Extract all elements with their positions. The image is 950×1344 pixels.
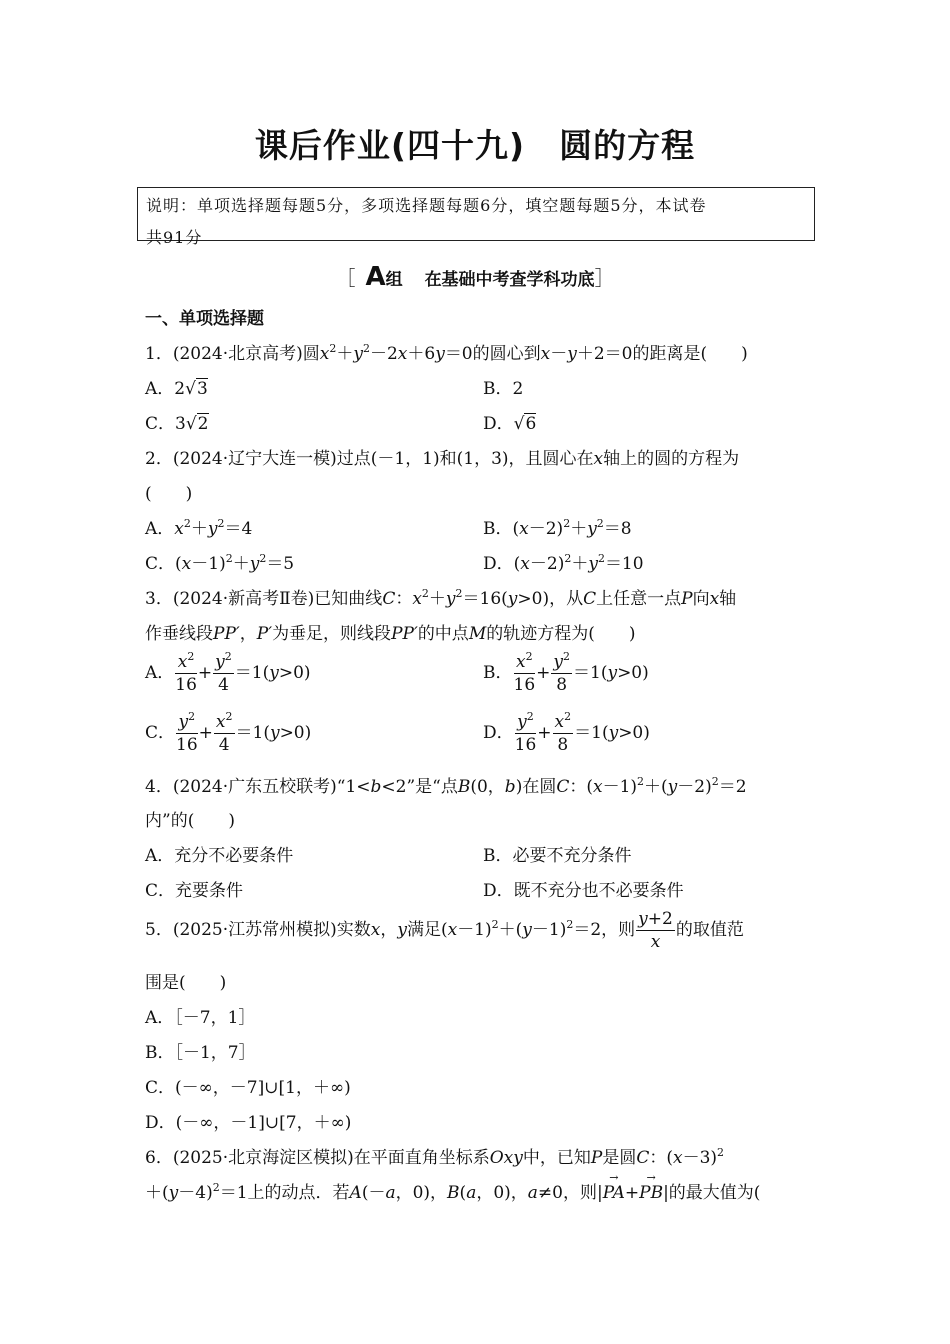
group-bracket-open: ［	[335, 266, 356, 290]
question-6-stem: 6．(2025·北京海淀区模拟)在平面直角坐标系Oxy中，已知P是圆C：$(x-3)^2$	[145, 1146, 725, 1168]
question-2-option-d[interactable]: D．$(x-2)^2+y^2=10$	[483, 552, 644, 574]
question-5-stem: 5．(2025·江苏常州模拟)实数x，y满足$(x-1)^2+(y-1)^2=2$，则 $\frac{y+2}{x}$ 的取值范	[145, 909, 744, 952]
question-4-stem-cont: 内”的( )	[145, 811, 235, 831]
question-6-stem-cont: $+(y-4)^2=1$上的动点．若A(－a，0)，B(a，0)，a≠0，则|→ PA+→ PB|的最大值为(	[145, 1178, 760, 1203]
question-5-option-d[interactable]: D．(－∞，－1]∪[7，＋∞)	[145, 1113, 352, 1133]
section-heading: 一、单项选择题	[145, 309, 264, 329]
question-4-option-a[interactable]: A．充分不必要条件	[145, 846, 294, 866]
question-1-option-c[interactable]: C．3√2	[145, 414, 209, 434]
group-title: 在基础中考查学科功底	[424, 270, 595, 290]
question-5-option-a[interactable]: A．［－7，1］	[145, 1008, 256, 1028]
question-3-stem-cont: 作垂线段PP′，P′为垂足，则线段PP′的中点M的轨迹方程为( )	[145, 624, 636, 644]
instructions-line-2: 共91分	[146, 228, 203, 247]
question-2-option-a[interactable]: A．$x^2+y^2=4$	[145, 517, 253, 539]
question-4-option-b[interactable]: B．必要不充分条件	[483, 846, 632, 866]
group-header	[0, 262, 950, 292]
question-3-option-a[interactable]: A． $\frac{x^2}{16}$ + $\frac{y^2}{4}$ ＝1(y>0)	[145, 650, 311, 695]
question-5-option-c[interactable]: C．(－∞，－7]∪[1，＋∞)	[145, 1078, 351, 1098]
question-1-option-b[interactable]: B．2	[483, 379, 524, 399]
question-1-stem: 1．(2024·北京高考)圆$x^2+y^2-2x+6y=0$的圆心到x－y＋2＝0的距离是( )	[145, 342, 748, 364]
question-1-option-a[interactable]: A．2√3	[145, 379, 208, 399]
question-4-option-c[interactable]: C．充要条件	[145, 881, 244, 901]
question-2-option-c[interactable]: C．$(x-1)^2+y^2=5$	[145, 552, 295, 574]
question-4-stem: 4．(2024·广东五校联考)“1<b<2”是“点B(0，b)在圆C：$(x-1)^2+(y-2)^2=2$	[145, 775, 747, 797]
question-3-option-b[interactable]: B． $\frac{x^2}{16}$ + $\frac{y^2}{8}$ ＝1(y>0)	[483, 650, 649, 695]
question-3-stem: 3．(2024·新高考Ⅱ卷)已知曲线C：$x^2+y^2=16(y>0)$，从C上任意一点P向x轴	[145, 587, 737, 609]
question-2-stem: 2．(2024·辽宁大连一模)过点(－1，1)和(1，3)，且圆心在x轴上的圆的方程为	[145, 449, 740, 469]
instructions-line-1: 说明：单项选择题每题5分，多项选择题每题6分，填空题每题5分，本试卷	[146, 196, 707, 215]
group-suffix: 组	[385, 270, 403, 290]
page-title: 课后作业(四十九) 圆的方程	[254, 126, 696, 165]
question-1-option-d[interactable]: D．√6	[483, 414, 537, 434]
group-letter: A	[365, 262, 386, 292]
question-3-option-d[interactable]: D． $\frac{y^2}{16}$ + $\frac{x^2}{8}$ ＝1(y>0)	[483, 710, 650, 755]
question-3-option-c[interactable]: C． $\frac{y^2}{16}$ + $\frac{x^2}{4}$ ＝1(y>0)	[145, 710, 312, 755]
question-2-option-b[interactable]: B．$(x-2)^2+y^2=8$	[483, 517, 632, 539]
instructions-box	[137, 187, 815, 247]
question-5-option-b[interactable]: B．［－1，7］	[145, 1043, 256, 1063]
group-bracket-close: ］	[594, 266, 615, 290]
question-4-option-d[interactable]: D．既不充分也不必要条件	[483, 881, 684, 901]
question-5-stem-cont: 围是( )	[145, 973, 227, 993]
question-2-stem-cont: ( )	[145, 484, 193, 504]
